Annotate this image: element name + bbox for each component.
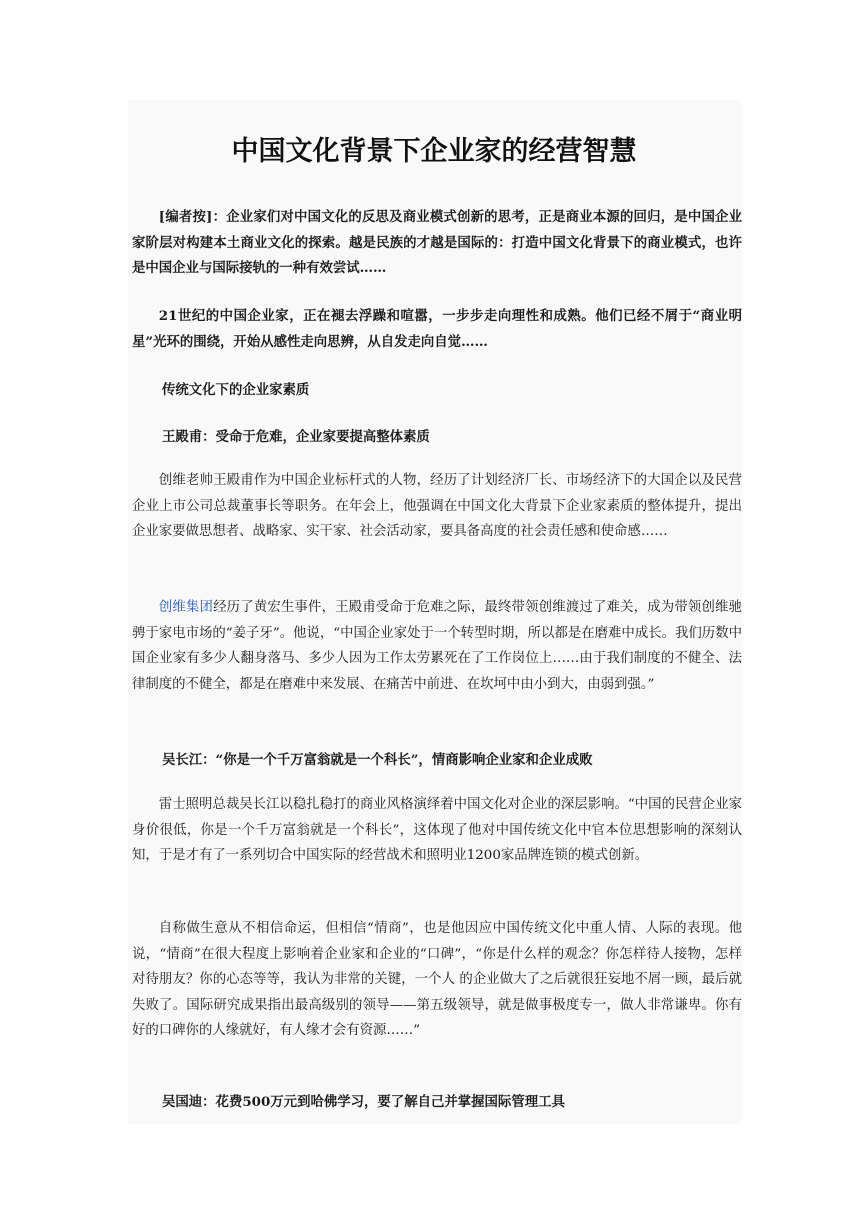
wang-paragraph-2 <box>132 595 742 697</box>
wu-guodi-heading: 吴国迪：花费500万元到哈佛学习，要了解自己并掌握国际管理工具 <box>162 1094 565 1110</box>
section-heading: 传统文化下的企业家素质 <box>162 382 310 398</box>
wang-paragraph-1: 创维老帅王殿甫作为中国企业标杆式的人物，经历了计划经济厂长、市场经济下的大国企以及民营企业上市公司总裁董事长等职务。在年会上，他强调在中国文化大背景下企业家素质的整体提升，提出企业家要做思想者、战略家、实干家、社会活动家，要具备高度的社会责任感和使命感…… <box>132 473 742 539</box>
wang-heading: 王殿甫：受命于危难，企业家要提高整体素质 <box>162 429 430 445</box>
intro-paragraph: 21世纪的中国企业家，正在褪去浮躁和喧嚣，一步步走向理性和成熟。他们已经不屑于“商业明星”光环的围绕，开始从感性走向思辨，从自发走向自觉…… <box>132 308 742 350</box>
skyworth-group-link[interactable]: 创维集团 <box>158 600 214 615</box>
wu-heading: 吴长江：“你是一个千万富翁就是一个科长”，情商影响企业家和企业成败 <box>162 752 593 768</box>
wu-paragraph-1: 雷士照明总裁吴长江以稳扎稳打的商业风格演绎着中国文化对企业的深层影响。“中国的民营企业家身价很低，你是一个千万富翁就是一个科长”，这体现了他对中国传统文化中官本位思想影响的深刻认知，于是才有了一系列切合中国实际的经营战术和照明业1200家品牌连锁的模式创新。 <box>132 797 742 863</box>
wang-paragraph-2-text: 经历了黄宏生事件，王殿甫受命于危难之际，最终带领创维渡过了难关，成为带领创维驰骋于家电市场的“姜子牙”。他说，“中国企业家处于一个转型时期，所以都是在磨难中成长。我们历数中国企业家有多少人翻身落马、多少人因为工作太劳累死在了工作岗位上……由于我们制度的不健全、法律制度的不健全，都是在磨难中来发展、在痛苦中前进、在坎坷中由小到大，由弱到强。” <box>132 600 743 692</box>
document-title: 中国文化背景下企业家的经营智慧 <box>231 136 637 168</box>
editor-note: [编者按]：企业家们对中国文化的反思及商业模式创新的思考，正是商业本源的回归，是中国企业家阶层对构建本土商业文化的探索。越是民族的才越是国际的：打造中国文化背景下的商业模式，也许是中国企业与国际接轨的一种有效尝试…… <box>132 209 742 276</box>
wu-paragraph-2: 自称做生意从不相信命运，但相信“情商”，也是他因应中国传统文化中重人情、人际的表现。他说，“情商”在很大程度上影响着企业家和企业的“口碑”，“你是什么样的观念？你怎样待人接物，怎样对待朋友？你的心态等等，我认为非常的关键，一个人 的企业做大了之后就很狂妄地不屑一顾，最后就失败了。国际研究成果指出最高级别的领导——第五级领导，就是做事极度专一，做人非常谦卑。你有好的口碑你的人缘就好，有人缘才会有资源……” <box>132 921 742 1038</box>
